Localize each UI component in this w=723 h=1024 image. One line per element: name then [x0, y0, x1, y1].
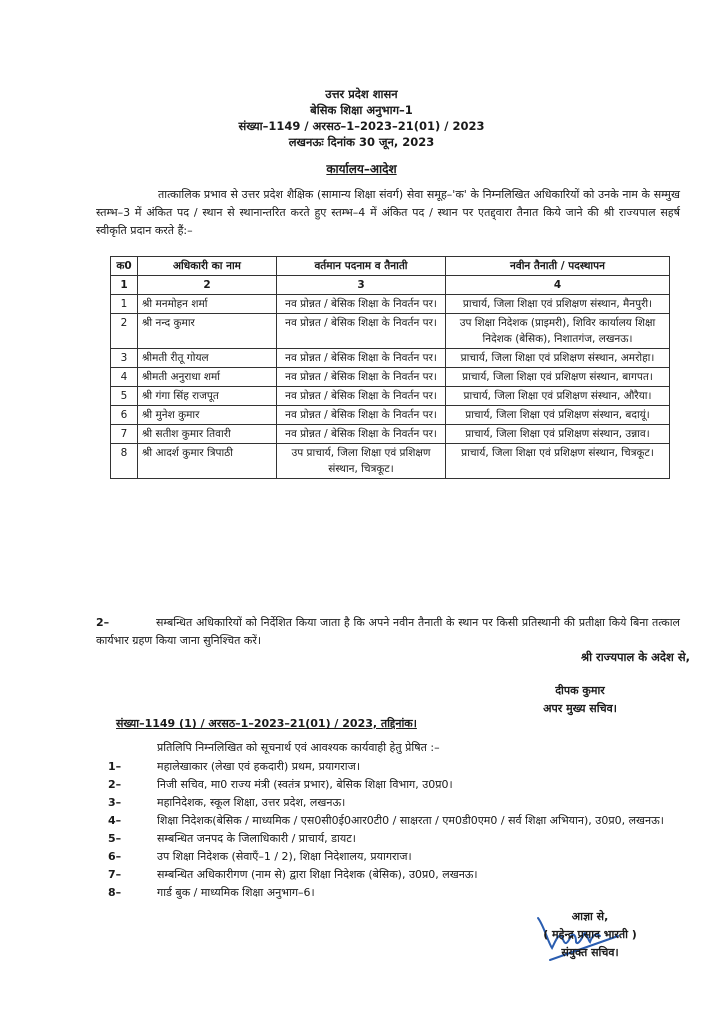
serial-cell: 8 — [111, 444, 138, 479]
new-post-cell: प्राचार्य, जिला शिक्षा एवं प्रशिक्षण संस्थान, अमरोहा। — [446, 349, 670, 368]
table-row — [111, 444, 670, 479]
list-item — [108, 830, 678, 848]
serial-cell: 5 — [111, 387, 138, 406]
new-post-cell: प्राचार्य, जिला शिक्षा एवं प्रशिक्षण संस्थान, बागपत। — [446, 368, 670, 387]
officer-name-cell: श्रीमती रीतू गोयल — [138, 349, 277, 368]
column-number: 1 — [111, 276, 138, 295]
serial-cell: 7 — [111, 425, 138, 444]
item-number: 3– — [108, 796, 122, 809]
item-text: सम्बन्धित जनपद के जिलाधिकारी / प्राचार्य, डायट। — [157, 832, 356, 845]
government-name: उत्तर प्रदेश शासन — [325, 87, 398, 101]
department-section: बेसिक शिक्षा अनुभाग–1 — [310, 103, 413, 117]
officer-name-cell: श्री सतीश कुमार तिवारी — [138, 425, 277, 444]
item-number: 1– — [108, 760, 122, 773]
officer-name-cell: श्री आदर्श कुमार त्रिपाठी — [138, 444, 277, 479]
table-row — [111, 387, 670, 406]
new-post-cell: उप शिक्षा निदेशक (प्राइमरी), शिविर कार्यालय शिक्षा निदेशक (बेसिक), निशातगंज, लखनऊ। — [446, 314, 670, 349]
serial-cell: 6 — [111, 406, 138, 425]
posting-table — [110, 256, 670, 479]
item-text: महालेखाकार (लेखा एवं हकदारी) प्रथम, प्रयागराज। — [157, 760, 360, 773]
officer-name-cell: श्री नन्द कुमार — [138, 314, 277, 349]
new-post-cell: प्राचार्य, जिला शिक्षा एवं प्रशिक्षण संस्थान, चित्रकूट। — [446, 444, 670, 479]
item-number: 2– — [108, 778, 122, 791]
order-date: लखनऊः दिनांक 30 जून, 2023 — [288, 135, 435, 149]
current-post-cell: नव प्रोन्नत / बेसिक शिक्षा के निवर्तन पर। — [277, 406, 446, 425]
officer-name-cell: श्री मनमोहन शर्मा — [138, 295, 277, 314]
table-row — [111, 368, 670, 387]
signatory-designation: संयुक्त सचिव। — [561, 946, 619, 959]
header-new-post: नवीन तैनाती / पदस्थापन — [446, 257, 670, 276]
new-post-cell: प्राचार्य, जिला शिक्षा एवं प्रशिक्षण संस्थान, उन्नाव। — [446, 425, 670, 444]
table-row — [111, 349, 670, 368]
current-post-cell: उप प्राचार्य, जिला शिक्षा एवं प्रशिक्षण संस्थान, चित्रकूट। — [277, 444, 446, 479]
instruction-paragraph — [96, 614, 680, 650]
list-item — [108, 758, 678, 776]
letterhead — [0, 86, 723, 150]
copy-recipient-list — [108, 758, 678, 902]
signatory-block-2 — [480, 908, 700, 962]
table-row — [111, 295, 670, 314]
officer-name-cell: श्री मुनेश कुमार — [138, 406, 277, 425]
serial-cell: 1 — [111, 295, 138, 314]
signatory-name: ( महेन्द्र प्रसाद भारती ) — [543, 928, 637, 941]
item-number: 4– — [108, 814, 122, 827]
new-post-cell: प्राचार्य, जिला शिक्षा एवं प्रशिक्षण संस्थान, मैनपुरी। — [446, 295, 670, 314]
item-number: 5– — [108, 832, 122, 845]
order-title-text: कार्यालय–आदेश — [326, 162, 397, 176]
list-item — [108, 848, 678, 866]
list-item — [108, 866, 678, 884]
officer-name-cell: श्री गंगा सिंह राजपूत — [138, 387, 277, 406]
serial-cell: 2 — [111, 314, 138, 349]
list-item — [108, 812, 678, 830]
current-post-cell: नव प्रोन्नत / बेसिक शिक्षा के निवर्तन पर। — [277, 295, 446, 314]
signatory-block-1 — [490, 682, 670, 718]
table-row — [111, 314, 670, 349]
order-number: संख्या–1149 / अरसठ–1–2023–21(01) / 2023 — [238, 119, 485, 133]
intro-paragraph: तात्कालिक प्रभाव से उत्तर प्रदेश शैक्षिक (सामान्य शिक्षा संवर्ग) सेवा समूह–'क' के निम्नलिखित अधिकारियों को उनके नाम के सम्मुख स्तम्भ–3 में अंकित पद / स्थान से स्थानान्तरित करते हुए स्तम्भ–4 में अंकित पद / स्थान पर एतद्द्वारा तैनात किये जाने की श्री राज्यपाल सहर्ष स्वीकृति प्रदान करते हैं:– — [96, 188, 680, 237]
item-text: सम्बन्धित अधिकारीगण (नाम से) द्वारा शिक्षा निदेशक (बेसिक), उ0प्र0, लखनऊ। — [157, 868, 478, 881]
header-current-post: वर्तमान पदनाम व तैनाती — [277, 257, 446, 276]
item-text: उप शिक्षा निदेशक (सेवाएँ–1 / 2), शिक्षा निदेशालय, प्रयागराज। — [157, 850, 412, 863]
current-post-cell: नव प्रोन्नत / बेसिक शिक्षा के निवर्तन पर। — [277, 368, 446, 387]
by-order-of-governor: श्री राज्यपाल के अदेश से, — [580, 650, 690, 664]
list-item — [108, 776, 678, 794]
list-item — [108, 794, 678, 812]
signatory-designation: अपर मुख्य सचिव। — [543, 702, 617, 715]
current-post-cell: नव प्रोन्नत / बेसिक शिक्षा के निवर्तन पर। — [277, 387, 446, 406]
by-order-label: आज्ञा से, — [571, 910, 609, 923]
paragraph-text: सम्बन्धित अधिकारियों को निर्देशित किया जाता है कि अपने नवीन तैनाती के स्थान पर किसी प्रतिस्थानी की प्रतीक्षा किये बिना तत्काल कार्यभार ग्रहण किया जाना सुनिश्चित करें। — [96, 616, 680, 647]
item-text: महानिदेशक, स्कूल शिक्षा, उत्तर प्रदेश, लखनऊ। — [157, 796, 346, 809]
item-number: 8– — [108, 886, 122, 899]
header-officer-name: अधिकारी का नाम — [138, 257, 277, 276]
table-row — [111, 406, 670, 425]
item-text: निजी सचिव, मा0 राज्य मंत्री (स्वतंत्र प्रभार), बेसिक शिक्षा विभाग, उ0प्र0। — [157, 778, 453, 791]
order-title — [0, 160, 723, 177]
header-serial: क0 — [111, 257, 138, 276]
list-item — [108, 884, 678, 902]
officer-name-cell: श्रीमती अनुराधा शर्मा — [138, 368, 277, 387]
current-post-cell: नव प्रोन्नत / बेसिक शिक्षा के निवर्तन पर। — [277, 314, 446, 349]
table-row — [111, 425, 670, 444]
paragraph-number: 2– — [96, 616, 110, 629]
current-post-cell: नव प्रोन्नत / बेसिक शिक्षा के निवर्तन पर। — [277, 425, 446, 444]
new-post-cell: प्राचार्य, जिला शिक्षा एवं प्रशिक्षण संस्थान, औरैया। — [446, 387, 670, 406]
new-post-cell: प्राचार्य, जिला शिक्षा एवं प्रशिक्षण संस्थान, बदायूं। — [446, 406, 670, 425]
column-number: 4 — [446, 276, 670, 295]
column-number: 2 — [138, 276, 277, 295]
table-header-row — [111, 257, 670, 276]
item-text: शिक्षा निदेशक(बेसिक / माध्यमिक / एस0सी0ई0आर0टी0 / साक्षरता / एम0डी0एम0 / सर्व शिक्षा अभियान), उ0प्र0, लखनऊ। — [157, 814, 664, 827]
item-text: गार्ड बुक / माध्यमिक शिक्षा अनुभाग–6। — [157, 886, 315, 899]
item-number: 7– — [108, 868, 122, 881]
serial-cell: 4 — [111, 368, 138, 387]
serial-cell: 3 — [111, 349, 138, 368]
copy-intro: प्रतिलिपि निम्नलिखित को सूचनार्थ एवं आवश्यक कार्यवाही हेतु प्रेषित :– — [157, 741, 440, 754]
item-number: 6– — [108, 850, 122, 863]
copy-reference-number: संख्या–1149 (1) / अरसठ–1–2023–21(01) / 2023, तद्दिनांक। — [116, 717, 417, 730]
column-number: 3 — [277, 276, 446, 295]
current-post-cell: नव प्रोन्नत / बेसिक शिक्षा के निवर्तन पर। — [277, 349, 446, 368]
column-number-row — [111, 276, 670, 295]
signatory-name: दीपक कुमार — [555, 684, 605, 697]
